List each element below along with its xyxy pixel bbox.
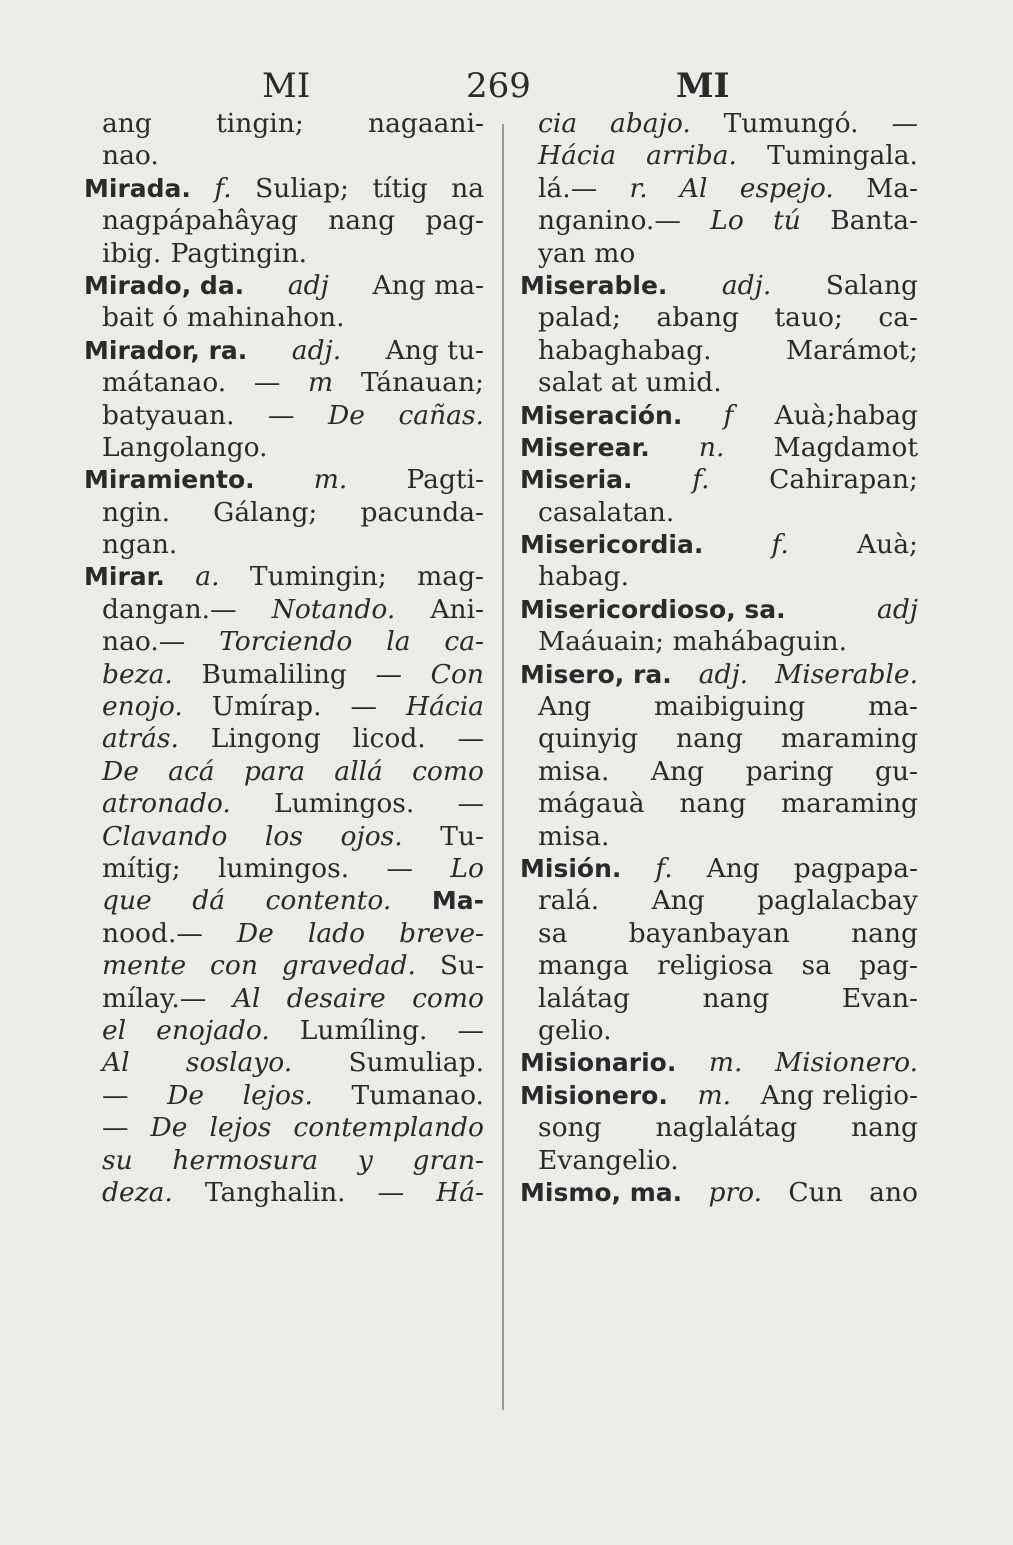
body-text: mítig; (102, 852, 181, 884)
body-text: tingin; (216, 108, 304, 139)
entry-headword: Mirada. (84, 173, 191, 203)
body-text: Ang (651, 885, 705, 917)
text-line (520, 173, 918, 205)
text-line (84, 756, 484, 788)
text-line (84, 853, 484, 885)
text-line (520, 529, 918, 561)
text-line (84, 1177, 484, 1209)
italic-text: Hácia (405, 691, 484, 723)
italic-text: Al (679, 172, 708, 204)
italic-text: dá (192, 885, 225, 917)
italic-text: lejos. (242, 1079, 313, 1111)
body-text: yan mo (538, 237, 636, 269)
italic-text: breve- (399, 917, 484, 949)
italic-text: Lo (450, 852, 484, 884)
italic-text: como (412, 982, 484, 1014)
text-line (84, 1047, 484, 1079)
body-text: misa. (538, 755, 610, 787)
body-text: gu- (875, 755, 918, 787)
text-line (84, 238, 484, 270)
italic-text: f. (214, 172, 232, 204)
text-line (520, 464, 918, 496)
body-text: manga (538, 950, 629, 982)
text-line (84, 205, 484, 237)
italic-text: acá (168, 755, 215, 787)
text-line (84, 400, 484, 432)
column-divider (502, 124, 504, 1410)
text-line (520, 335, 918, 367)
body-text: — (457, 723, 484, 755)
body-text: ang (102, 108, 152, 139)
italic-text: f (723, 399, 734, 431)
italic-text: adj. (291, 334, 342, 366)
body-text: Auà;habag (774, 399, 918, 431)
body-text: bayanbayan (628, 917, 790, 949)
body-text: lalátag (538, 982, 630, 1014)
body-text: Tumingala. (767, 140, 918, 172)
body-text: Marámot; (785, 334, 918, 366)
running-head-left: MI (262, 66, 311, 106)
body-text: sa (538, 917, 568, 949)
body-text: ano (869, 1176, 918, 1208)
body-text: maibiguing (653, 691, 806, 723)
body-text: nang (851, 1112, 918, 1144)
text-line (520, 950, 918, 982)
body-text: song (538, 1112, 602, 1144)
right-column (520, 108, 918, 1209)
italic-text: Torciendo (219, 626, 353, 658)
italic-text: De (102, 755, 139, 787)
italic-text: con (210, 950, 258, 982)
italic-text: Hácia (538, 140, 617, 172)
text-line (520, 659, 918, 691)
body-text: Lumingos. (274, 788, 415, 820)
body-text: Pagtingin. (170, 237, 308, 269)
body-text: Ang tu- (385, 334, 484, 366)
text-line (84, 723, 484, 755)
text-line (84, 918, 484, 950)
text-line (520, 1047, 918, 1079)
entry-headword: Miserable. (520, 270, 668, 300)
body-text: lumingos. (218, 852, 350, 884)
italic-text: allá (334, 755, 383, 787)
body-text: Cahirapan; (769, 464, 918, 496)
body-text: Ang (650, 755, 705, 787)
body-text: Ani- (430, 593, 484, 625)
text-line (84, 885, 484, 917)
italic-text: arriba. (646, 140, 737, 172)
body-text: Auà; (857, 529, 918, 561)
body-text: pagpapa- (793, 852, 918, 884)
italic-text: De (167, 1079, 205, 1111)
body-text: abang (656, 302, 740, 334)
italic-text: cia (538, 108, 578, 139)
italic-text: enojo. (102, 691, 183, 723)
italic-text: Lo (710, 205, 744, 237)
italic-text: Al (102, 1047, 130, 1079)
italic-text: pro. (708, 1176, 763, 1208)
italic-text: hermosura (172, 1144, 319, 1176)
body-text: palad; (538, 302, 621, 334)
body-text: maraming (780, 788, 918, 820)
body-text: Sumuliap. (348, 1047, 484, 1079)
body-text: Bumaliling (201, 658, 347, 690)
body-text: nang (851, 917, 918, 949)
italic-text: contento. (265, 885, 392, 917)
body-text: mílay.— (102, 982, 207, 1014)
body-text: ma- (868, 691, 918, 723)
text-line (520, 626, 918, 658)
body-text: Tu- (440, 820, 484, 852)
body-text: tauo; (774, 302, 843, 334)
italic-text: De (150, 1112, 188, 1144)
text-line (520, 1112, 918, 1144)
text-line (520, 1145, 918, 1177)
italic-text: r. (629, 172, 648, 204)
running-head-right: MI (676, 66, 730, 106)
body-text: paring (745, 755, 834, 787)
italic-text: gran- (412, 1144, 484, 1176)
body-text: títig (372, 172, 428, 204)
text-line (84, 1145, 484, 1177)
body-text: maraming (780, 723, 918, 755)
body-text: Ang religio- (760, 1079, 918, 1111)
italic-text: Notando. (271, 593, 396, 625)
body-text: Langolango. (102, 431, 268, 463)
italic-text: Misionero. (775, 1047, 918, 1079)
body-text: Cun (788, 1176, 843, 1208)
italic-text: como (412, 755, 484, 787)
text-line (520, 594, 918, 626)
text-line (520, 853, 918, 885)
text-line (520, 270, 918, 302)
body-text: ngan. (102, 529, 178, 561)
body-text: Banta- (830, 205, 918, 237)
page-number: 269 (466, 66, 531, 106)
body-text: — (102, 1112, 129, 1144)
text-line (84, 1080, 484, 1112)
italic-text: adj (877, 593, 918, 625)
body-text: Su- (439, 950, 484, 982)
body-text: — (268, 399, 295, 431)
italic-text: abajo. (610, 108, 691, 139)
italic-text: ca- (444, 626, 484, 658)
text-line (84, 691, 484, 723)
italic-text: espejo. (739, 172, 834, 204)
italic-text: enojado. (156, 1014, 270, 1046)
body-text: nagaani- (368, 108, 484, 139)
italic-text: f. (771, 529, 789, 561)
entry-headword: Misionero. (520, 1080, 668, 1110)
body-text: nang (702, 982, 770, 1014)
body-text: — (375, 658, 403, 690)
text-line (520, 691, 918, 723)
text-line (84, 335, 484, 367)
text-line (520, 1080, 918, 1112)
body-text: Tanghalin. (204, 1176, 346, 1208)
italic-text: contemplando (293, 1112, 484, 1144)
entry-headword: Miseración. (520, 400, 683, 430)
italic-text: los (264, 820, 303, 852)
body-text: religiosa (657, 950, 774, 982)
body-text: — (457, 788, 484, 820)
italic-text: f. (692, 464, 710, 496)
italic-text: lejos (209, 1112, 272, 1144)
body-text: Suliap; (255, 172, 349, 204)
body-text: Tumanao. (351, 1079, 484, 1111)
italic-text: m. (313, 464, 348, 496)
body-text: pacunda- (360, 496, 484, 528)
text-line (84, 464, 484, 496)
body-text: na (451, 172, 484, 204)
body-text: dangan.— (102, 593, 237, 625)
entry-headword: Misericordia. (520, 530, 704, 560)
entry-headword: Misionario. (520, 1048, 677, 1078)
body-text: sa (801, 950, 831, 982)
text-line (84, 302, 484, 334)
entry-headword: Mirar. (84, 562, 165, 592)
body-text: gelio. (538, 1014, 612, 1046)
italic-text: De (328, 399, 365, 431)
body-text: — (386, 852, 414, 884)
body-text: ca- (878, 302, 918, 334)
body-text: nang (679, 788, 747, 820)
text-line (520, 400, 918, 432)
italic-text: m (308, 367, 334, 399)
italic-text: atronado. (102, 788, 231, 820)
italic-text: Clavando (102, 820, 228, 852)
text-line (520, 432, 918, 464)
text-line (84, 788, 484, 820)
entry-headword: Mirador, ra. (84, 335, 248, 365)
body-text: habaghabag. (538, 334, 712, 366)
body-text: Evangelio. (538, 1144, 679, 1176)
body-text: pag- (425, 205, 484, 237)
entry-headword: Miramiento. (84, 465, 255, 495)
text-line (84, 108, 484, 140)
text-line (520, 497, 918, 529)
text-line (520, 140, 918, 172)
text-line (520, 983, 918, 1015)
entry-headword: Misero, ra. (520, 659, 672, 689)
body-text: mágauà (538, 788, 645, 820)
italic-text: y (357, 1144, 373, 1176)
entry-headword: Miserear. (520, 432, 650, 462)
text-line (84, 626, 484, 658)
body-text: — (350, 691, 378, 723)
italic-text: atrás. (102, 723, 179, 755)
text-line (520, 561, 918, 593)
italic-text: adj. (698, 658, 749, 690)
text-line (520, 723, 918, 755)
body-text: — (102, 1079, 129, 1111)
italic-text: adj. (721, 269, 772, 301)
text-line (520, 1015, 918, 1047)
text-line (84, 432, 484, 464)
italic-text: a. (195, 561, 220, 593)
body-text: nood.— (102, 917, 203, 949)
italic-text: De (236, 917, 274, 949)
text-line (84, 529, 484, 561)
body-text: salat at umid. (538, 367, 722, 399)
body-text: Gálang; (213, 496, 318, 528)
text-line (84, 821, 484, 853)
body-text: Tumungó. (723, 108, 859, 139)
body-text: habag. (538, 561, 630, 593)
body-text: nang (328, 205, 396, 237)
text-line (84, 270, 484, 302)
body-text: — (457, 1014, 484, 1046)
body-text: batyauan. (102, 399, 235, 431)
body-text: — (377, 1176, 405, 1208)
italic-text: deza. (102, 1176, 173, 1208)
body-text: quinyig (538, 723, 638, 755)
body-text: nang (676, 723, 743, 755)
body-text: bait ó mahinahon. (102, 302, 345, 334)
body-text: ralá. (538, 885, 600, 917)
entry-headword: Ma- (431, 886, 484, 916)
body-text: Ang (538, 691, 592, 723)
body-text: paglalacbay (757, 885, 918, 917)
body-text: casalatan. (538, 496, 675, 528)
entry-headword: Miseria. (520, 465, 633, 495)
body-text: ngin. (102, 496, 170, 528)
body-text: — (253, 367, 281, 399)
entry-headword: Mirado, da. (84, 270, 245, 300)
text-line (520, 302, 918, 334)
body-text: Tumingin; (249, 561, 387, 593)
body-text: Ang (706, 852, 760, 884)
text-line (520, 108, 918, 140)
italic-text: soslayo. (185, 1047, 293, 1079)
text-line (84, 497, 484, 529)
text-line (84, 594, 484, 626)
text-line (520, 788, 918, 820)
body-text: pag- (859, 950, 918, 982)
text-line (84, 659, 484, 691)
text-line (520, 205, 918, 237)
text-line (520, 885, 918, 917)
italic-text: n. (698, 431, 725, 463)
text-line (520, 918, 918, 950)
text-line (520, 1177, 918, 1209)
body-text: — (891, 108, 918, 139)
text-line (84, 1112, 484, 1144)
body-text: naglalátag (655, 1112, 798, 1144)
body-text: Ma- (866, 172, 918, 204)
italic-text: beza. (102, 658, 173, 690)
italic-text: desaire (286, 982, 386, 1014)
italic-text: ojos. (340, 820, 403, 852)
body-text: misa. (538, 820, 610, 852)
italic-text: m. (697, 1079, 732, 1111)
body-text: nagpápahâyag (102, 205, 298, 237)
italic-text: cañas. (398, 399, 484, 431)
entry-headword: Misericordioso, sa. (520, 594, 786, 624)
italic-text: el (102, 1014, 127, 1046)
text-line (84, 140, 484, 172)
text-line (520, 756, 918, 788)
italic-text: adj (287, 269, 329, 301)
italic-text: su (102, 1144, 133, 1176)
italic-text: mente (102, 950, 187, 982)
italic-text: Há- (436, 1176, 484, 1208)
text-line (520, 821, 918, 853)
italic-text: la (386, 626, 411, 658)
italic-text: Al (232, 982, 261, 1014)
body-text: Magdamot (773, 431, 918, 463)
text-line (84, 367, 484, 399)
left-column (84, 108, 484, 1209)
italic-text: m. (708, 1047, 743, 1079)
body-text: lá.— (538, 172, 598, 204)
text-line (84, 983, 484, 1015)
italic-text: para (243, 755, 306, 787)
italic-text: f. (655, 852, 673, 884)
body-text: Ang ma- (372, 269, 484, 301)
entry-headword: Mismo, ma. (520, 1177, 683, 1207)
body-text: Tánauan; (360, 367, 484, 399)
italic-text: tú (773, 205, 801, 237)
italic-text: Miserable. (775, 658, 918, 690)
body-text: Evan- (841, 982, 918, 1014)
entry-headword: Misión. (520, 853, 622, 883)
body-text: nganino.— (538, 205, 681, 237)
text-line (84, 561, 484, 593)
body-text: Lingong (210, 723, 321, 755)
italic-text: gravedad. (281, 950, 416, 982)
text-line (84, 173, 484, 205)
body-text: nao.— (102, 626, 186, 658)
body-text: Salang (825, 269, 918, 301)
body-text: mátanao. (102, 367, 227, 399)
body-text: Lumíling. (299, 1014, 428, 1046)
text-line (520, 367, 918, 399)
body-text: licod. (352, 723, 426, 755)
body-text: Maáuain; mahábaguin. (538, 626, 848, 658)
body-text: ibig. (102, 237, 162, 269)
italic-text: Con (430, 658, 484, 690)
body-text: nao. (102, 140, 159, 172)
body-text: mag- (417, 561, 484, 593)
body-text: Umírap. (211, 691, 322, 723)
italic-text: lado (307, 917, 366, 949)
body-text: Pagti- (406, 464, 484, 496)
text-line (84, 950, 484, 982)
text-line (84, 1015, 484, 1047)
text-line (520, 238, 918, 270)
italic-text: que (102, 885, 152, 917)
